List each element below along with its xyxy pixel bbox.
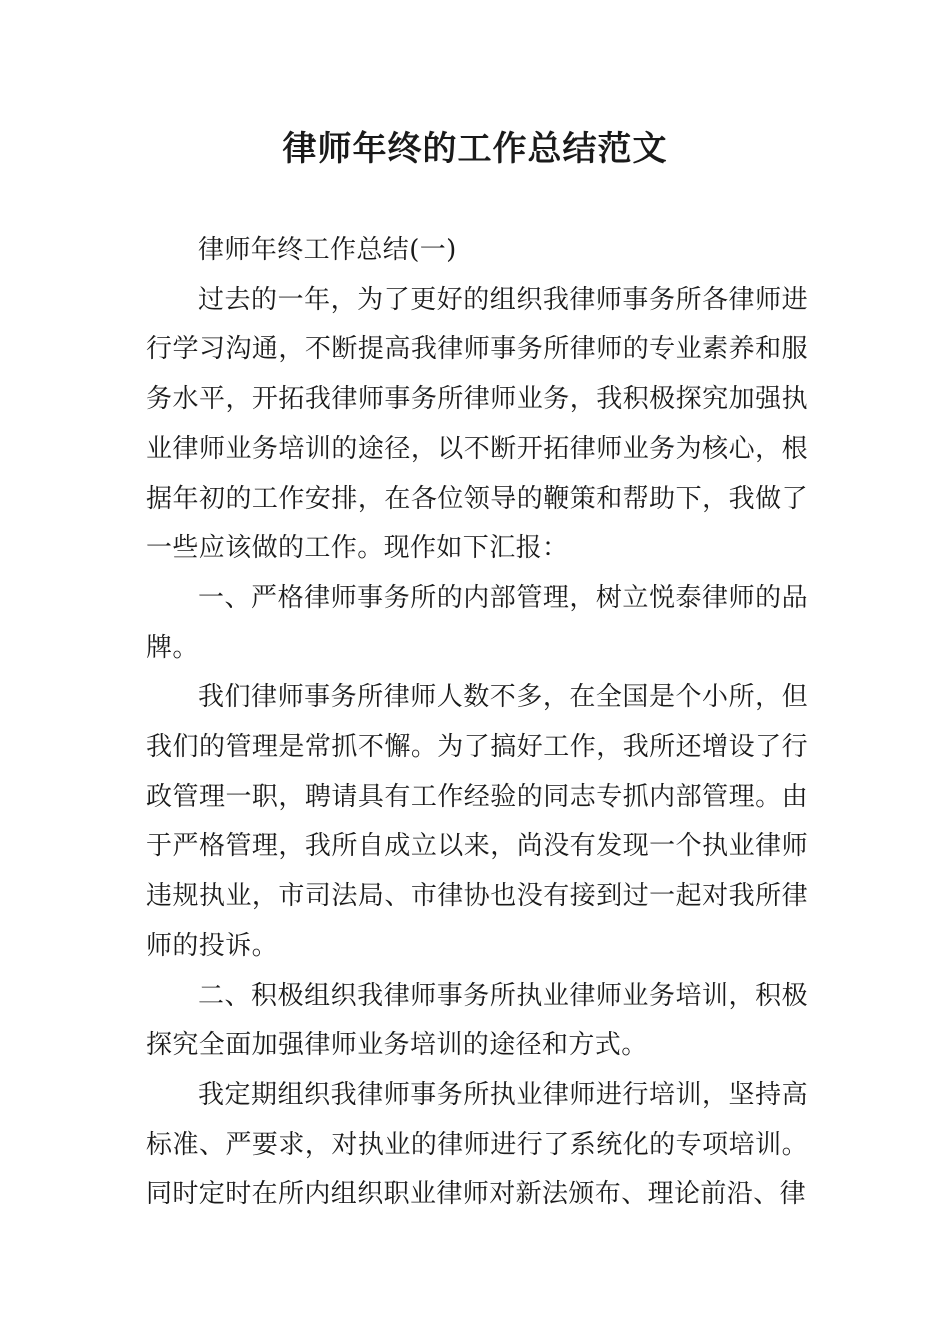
section-heading-training: 二、积极组织我律师事务所执业律师业务培训，积极探究全面加强律师业务培训的途径和方式。 [146, 980, 808, 1061]
document-title: 律师年终的工作总结范文 [282, 129, 668, 169]
paragraph-intro: 过去的一年，为了更好的组织我律师事务所各律师进行学习沟通，不断提高我律师事务所律师的专业素养和服务水平，开拓我律师事务所律师业务，我积极探究加强执业律师业务培训的途径，以不断开拓律师业务为核心，根据年初的工作安排，在各位领导的鞭策和帮助下，我做了一些应该做的工作。现作如下汇报： [146, 284, 808, 564]
section-heading-management: 一、严格律师事务所的内部管理，树立悦泰律师的品牌。 [146, 582, 808, 663]
document-body [146, 226, 808, 1220]
paragraph-management: 我们律师事务所律师人数不多，在全国是个小所，但我们的管理是常抓不懈。为了搞好工作，我所还增设了行政管理一职，聘请具有工作经验的同志专抓内部管理。由于严格管理，我所自成立以来，尚没有发现一个执业律师违规执业，市司法局、市律协也没有接到过一起对我所律师的投诉。 [146, 682, 808, 961]
paragraph-training: 我定期组织我律师事务所执业律师进行培训，坚持高标准、严要求，对执业的律师进行了系统化的专项培训。同时定时在所内组织职业律师对新法颁布、理论前沿、律 [146, 1079, 808, 1210]
section-heading-summary-one: 律师年终工作总结(一) [198, 235, 457, 265]
